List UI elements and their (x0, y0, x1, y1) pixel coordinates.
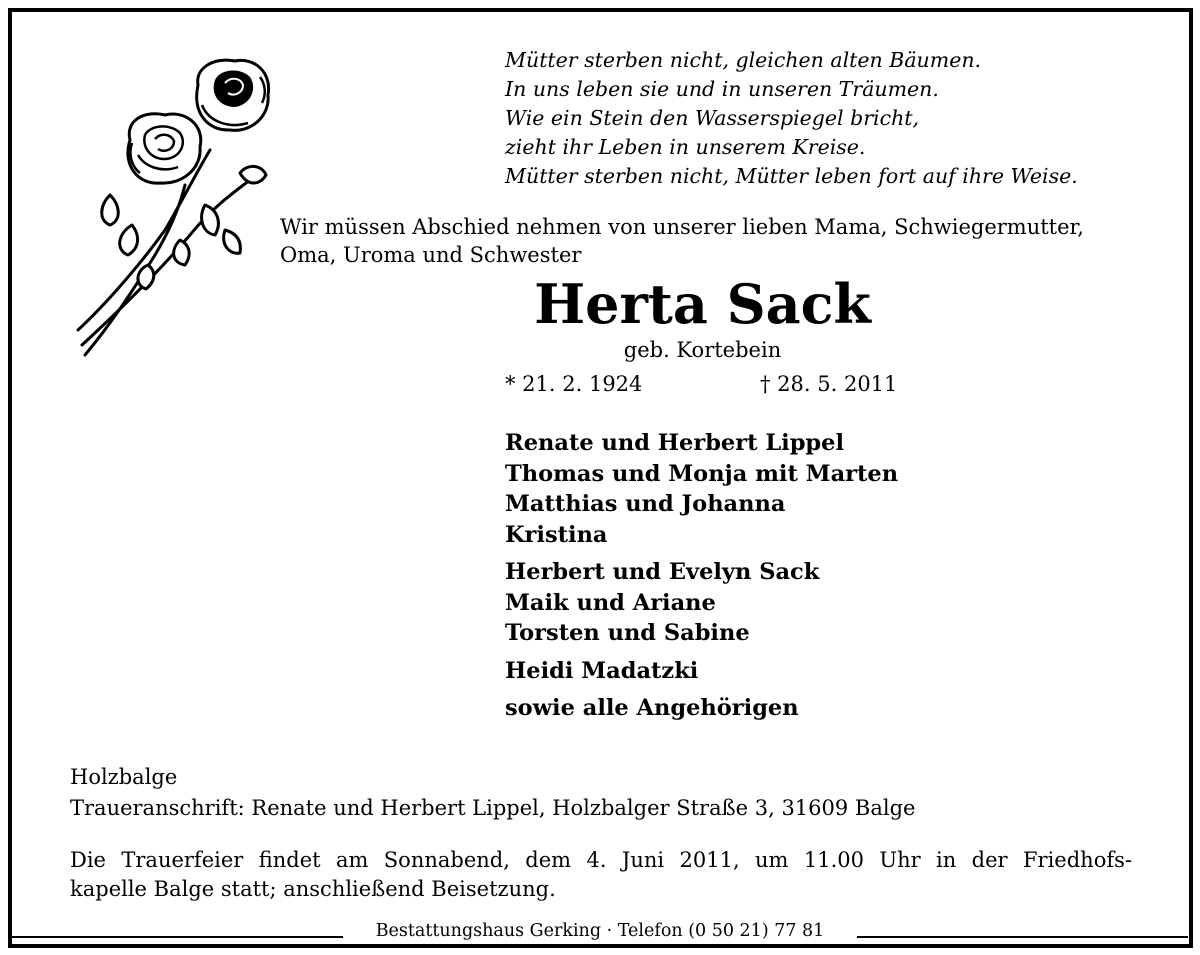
poem-line: In uns leben sie und in unseren Träumen. (505, 77, 939, 101)
mourner-line: Maik und Ariane (505, 589, 716, 616)
poem (505, 46, 1078, 191)
mourner-line: Heidi Madatzki (505, 657, 699, 684)
poem-line: Mütter sterben nicht, Mütter leben fort auf ihre Weise. (505, 164, 1078, 188)
roses-icon (70, 55, 280, 365)
mourning-address: Traueranschrift: Renate und Herbert Lippel, Holzbalger Straße 3, 31609 Balge (70, 796, 916, 820)
birth-date: * 21. 2. 1924 (505, 372, 643, 396)
footer-rule-left (12, 936, 343, 938)
deceased-name: Herta Sack (534, 272, 871, 336)
mourner-line: Thomas und Monja mit Marten (505, 460, 899, 487)
mourner-group (505, 693, 898, 724)
service-line: kapelle Balge statt; anschließend Beisetzung. (70, 877, 556, 901)
farewell-line: Wir müssen Abschied nehmen von unserer lieben Mama, Schwiegermutter, (280, 215, 1084, 239)
mourner-line: Renate und Herbert Lippel (505, 430, 845, 456)
mourners-list (505, 428, 898, 731)
mourner-group (505, 557, 898, 649)
birth-name: geb. Kortebein (623, 338, 782, 362)
farewell-text (280, 213, 1084, 269)
mourner-line: Kristina (505, 521, 608, 548)
mourner-group (505, 656, 898, 687)
poem-line: zieht ihr Leben in unserem Kreise. (505, 135, 866, 159)
footer-rule-right (857, 936, 1188, 938)
death-date: † 28. 5. 2011 (760, 372, 898, 396)
funeral-service-info (70, 846, 1132, 904)
service-line: Die Trauerfeier findet am Sonnabend, dem 4. Juni 2011, um 11.00 Uhr in der Friedhofs- (70, 848, 1132, 872)
farewell-line: Oma, Uroma und Schwester (280, 243, 582, 267)
mourner-line: sowie alle Angehörigen (505, 695, 799, 721)
mourner-line: Herbert und Evelyn Sack (505, 559, 820, 585)
mourner-line: Matthias und Johanna (505, 491, 786, 517)
mourner-line: Torsten und Sabine (505, 620, 750, 646)
poem-line: Wie ein Stein den Wasserspiegel bricht, (505, 106, 920, 130)
place-name: Holzbalge (70, 765, 178, 789)
poem-line: Mütter sterben nicht, gleichen alten Bäumen. (505, 48, 982, 72)
funeral-home-footer: Bestattungshaus Gerking · Telefon (0 50 21) 77 81 (343, 919, 857, 943)
mourner-group (505, 428, 898, 550)
